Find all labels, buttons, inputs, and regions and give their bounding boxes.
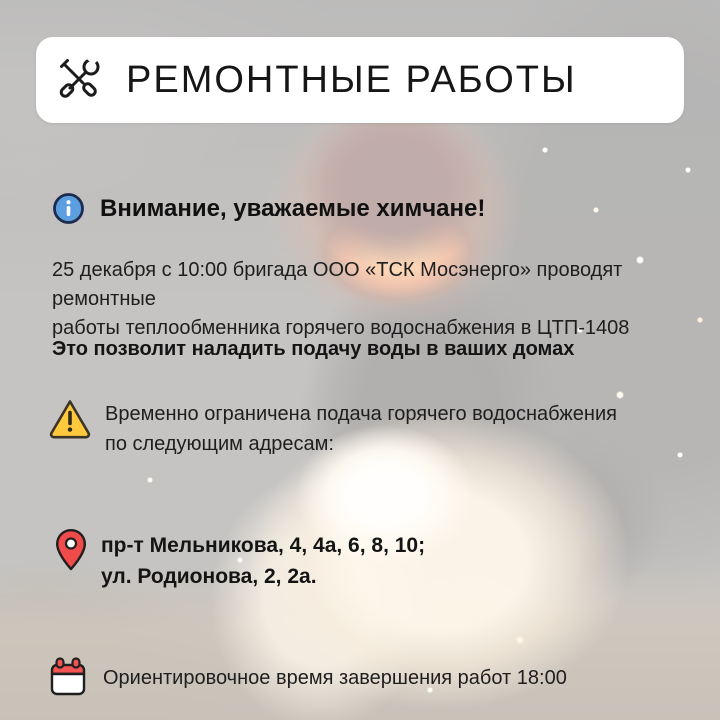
info-icon [52, 192, 85, 225]
tools-icon [56, 56, 104, 104]
attention-heading: Внимание, уважаемые химчане! [100, 194, 486, 222]
warning-icon [48, 397, 92, 439]
calendar-icon [48, 656, 88, 700]
header-banner [36, 37, 684, 123]
page-title: РЕМОНТНЫЕ РАБОТЫ [126, 58, 577, 101]
address-line-2: ул. Родионова, 2, 2а. [101, 565, 317, 588]
addresses-section [54, 528, 425, 592]
restriction-line-1: Временно ограничена подача горячего водоснабжения [105, 403, 617, 425]
restriction-text [105, 397, 617, 459]
address-line-1: пр-т Мельникова, 4, 4а, 6, 8, 10; [101, 534, 426, 557]
schedule-section [48, 656, 567, 700]
benefit-statement: Это позволит наладить подачу воды в ваших домах [52, 338, 575, 360]
announcement-line-2: работы теплообменника горячего водоснабжения в ЦТП-1408 [52, 317, 630, 339]
attention-section [52, 192, 485, 225]
location-pin-icon [54, 528, 88, 574]
schedule-text: Ориентировочное время завершения работ 18:00 [103, 666, 567, 689]
announcement-line-1: 25 декабря с 10:00 бригада ООО «ТСК Мосэнерго» проводят ремонтные [52, 259, 623, 310]
addresses-text [101, 528, 425, 592]
announcement-text [52, 256, 720, 343]
restriction-line-2: по следующим адресам: [105, 433, 334, 455]
restriction-section [48, 397, 617, 459]
